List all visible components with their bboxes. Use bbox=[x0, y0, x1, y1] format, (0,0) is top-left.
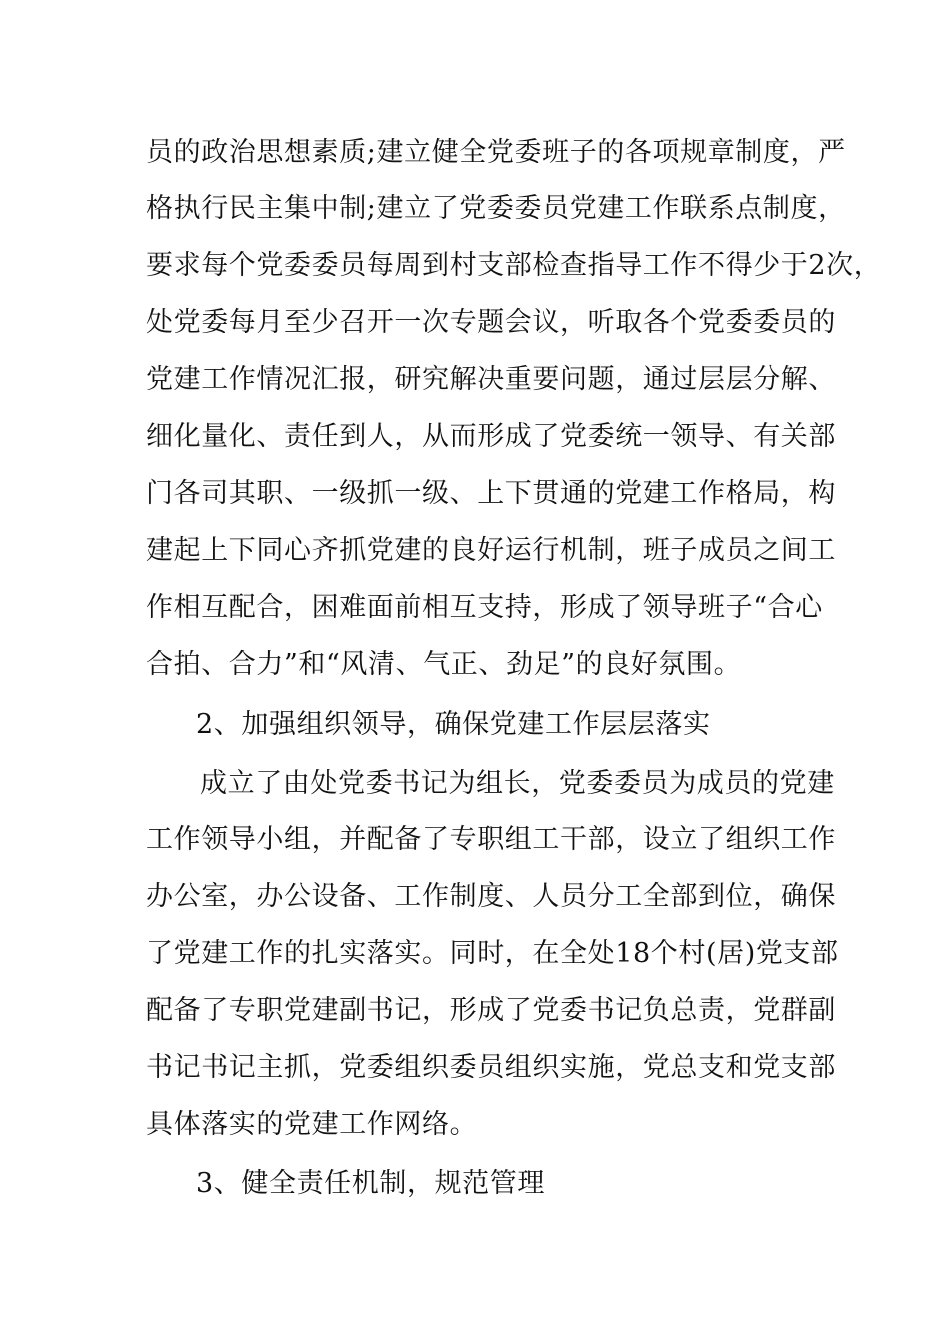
paragraph-line: 了党建工作的扎实落实。同时，在全处18个村(居)党支部 bbox=[146, 938, 839, 969]
paragraph-line: 党建工作情况汇报，研究解决重要问题，通过层层分解、 bbox=[146, 364, 836, 395]
paragraph-line: 具体落实的党建工作网络。 bbox=[146, 1109, 478, 1140]
paragraph-line: 细化量化、责任到人，从而形成了党委统一领导、有关部 bbox=[146, 421, 836, 452]
paragraph-line: 门各司其职、一级抓一级、上下贯通的党建工作格局，构 bbox=[146, 478, 836, 509]
paragraph-line: 处党委每月至少召开一次专题会议，听取各个党委委员的 bbox=[146, 307, 836, 338]
paragraph-line: 成立了由处党委书记为组长，党委委员为成员的党建 bbox=[200, 768, 835, 799]
paragraph-line: 建起上下同心齐抓党建的良好运行机制，班子成员之间工 bbox=[146, 535, 836, 566]
paragraph-line: 员的政治思想素质;建立健全党委班子的各项规章制度，严 bbox=[146, 137, 846, 168]
section-heading: 2、加强组织领导，确保党建工作层层落实 bbox=[196, 709, 711, 740]
section-heading: 3、健全责任机制，规范管理 bbox=[196, 1168, 545, 1199]
paragraph-line: 书记书记主抓，党委组织委员组织实施，党总支和党支部 bbox=[146, 1052, 836, 1083]
paragraph-line: 合拍、合力”和“风清、气正、劲足”的良好氛围。 bbox=[146, 649, 742, 680]
paragraph-line: 作相互配合，困难面前相互支持，形成了领导班子“合心 bbox=[146, 592, 823, 623]
paragraph-line: 工作领导小组，并配备了专职组工干部，设立了组织工作 bbox=[146, 824, 836, 855]
paragraph-line: 格执行民主集中制;建立了党委委员党建工作联系点制度， bbox=[146, 193, 846, 224]
paragraph-line: 配备了专职党建副书记，形成了党委书记负总责，党群副 bbox=[146, 995, 836, 1026]
paragraph-line: 要求每个党委委员每周到村支部检查指导工作不得少于2次， bbox=[146, 250, 882, 281]
paragraph-line: 办公室，办公设备、工作制度、人员分工全部到位，确保 bbox=[146, 881, 836, 912]
